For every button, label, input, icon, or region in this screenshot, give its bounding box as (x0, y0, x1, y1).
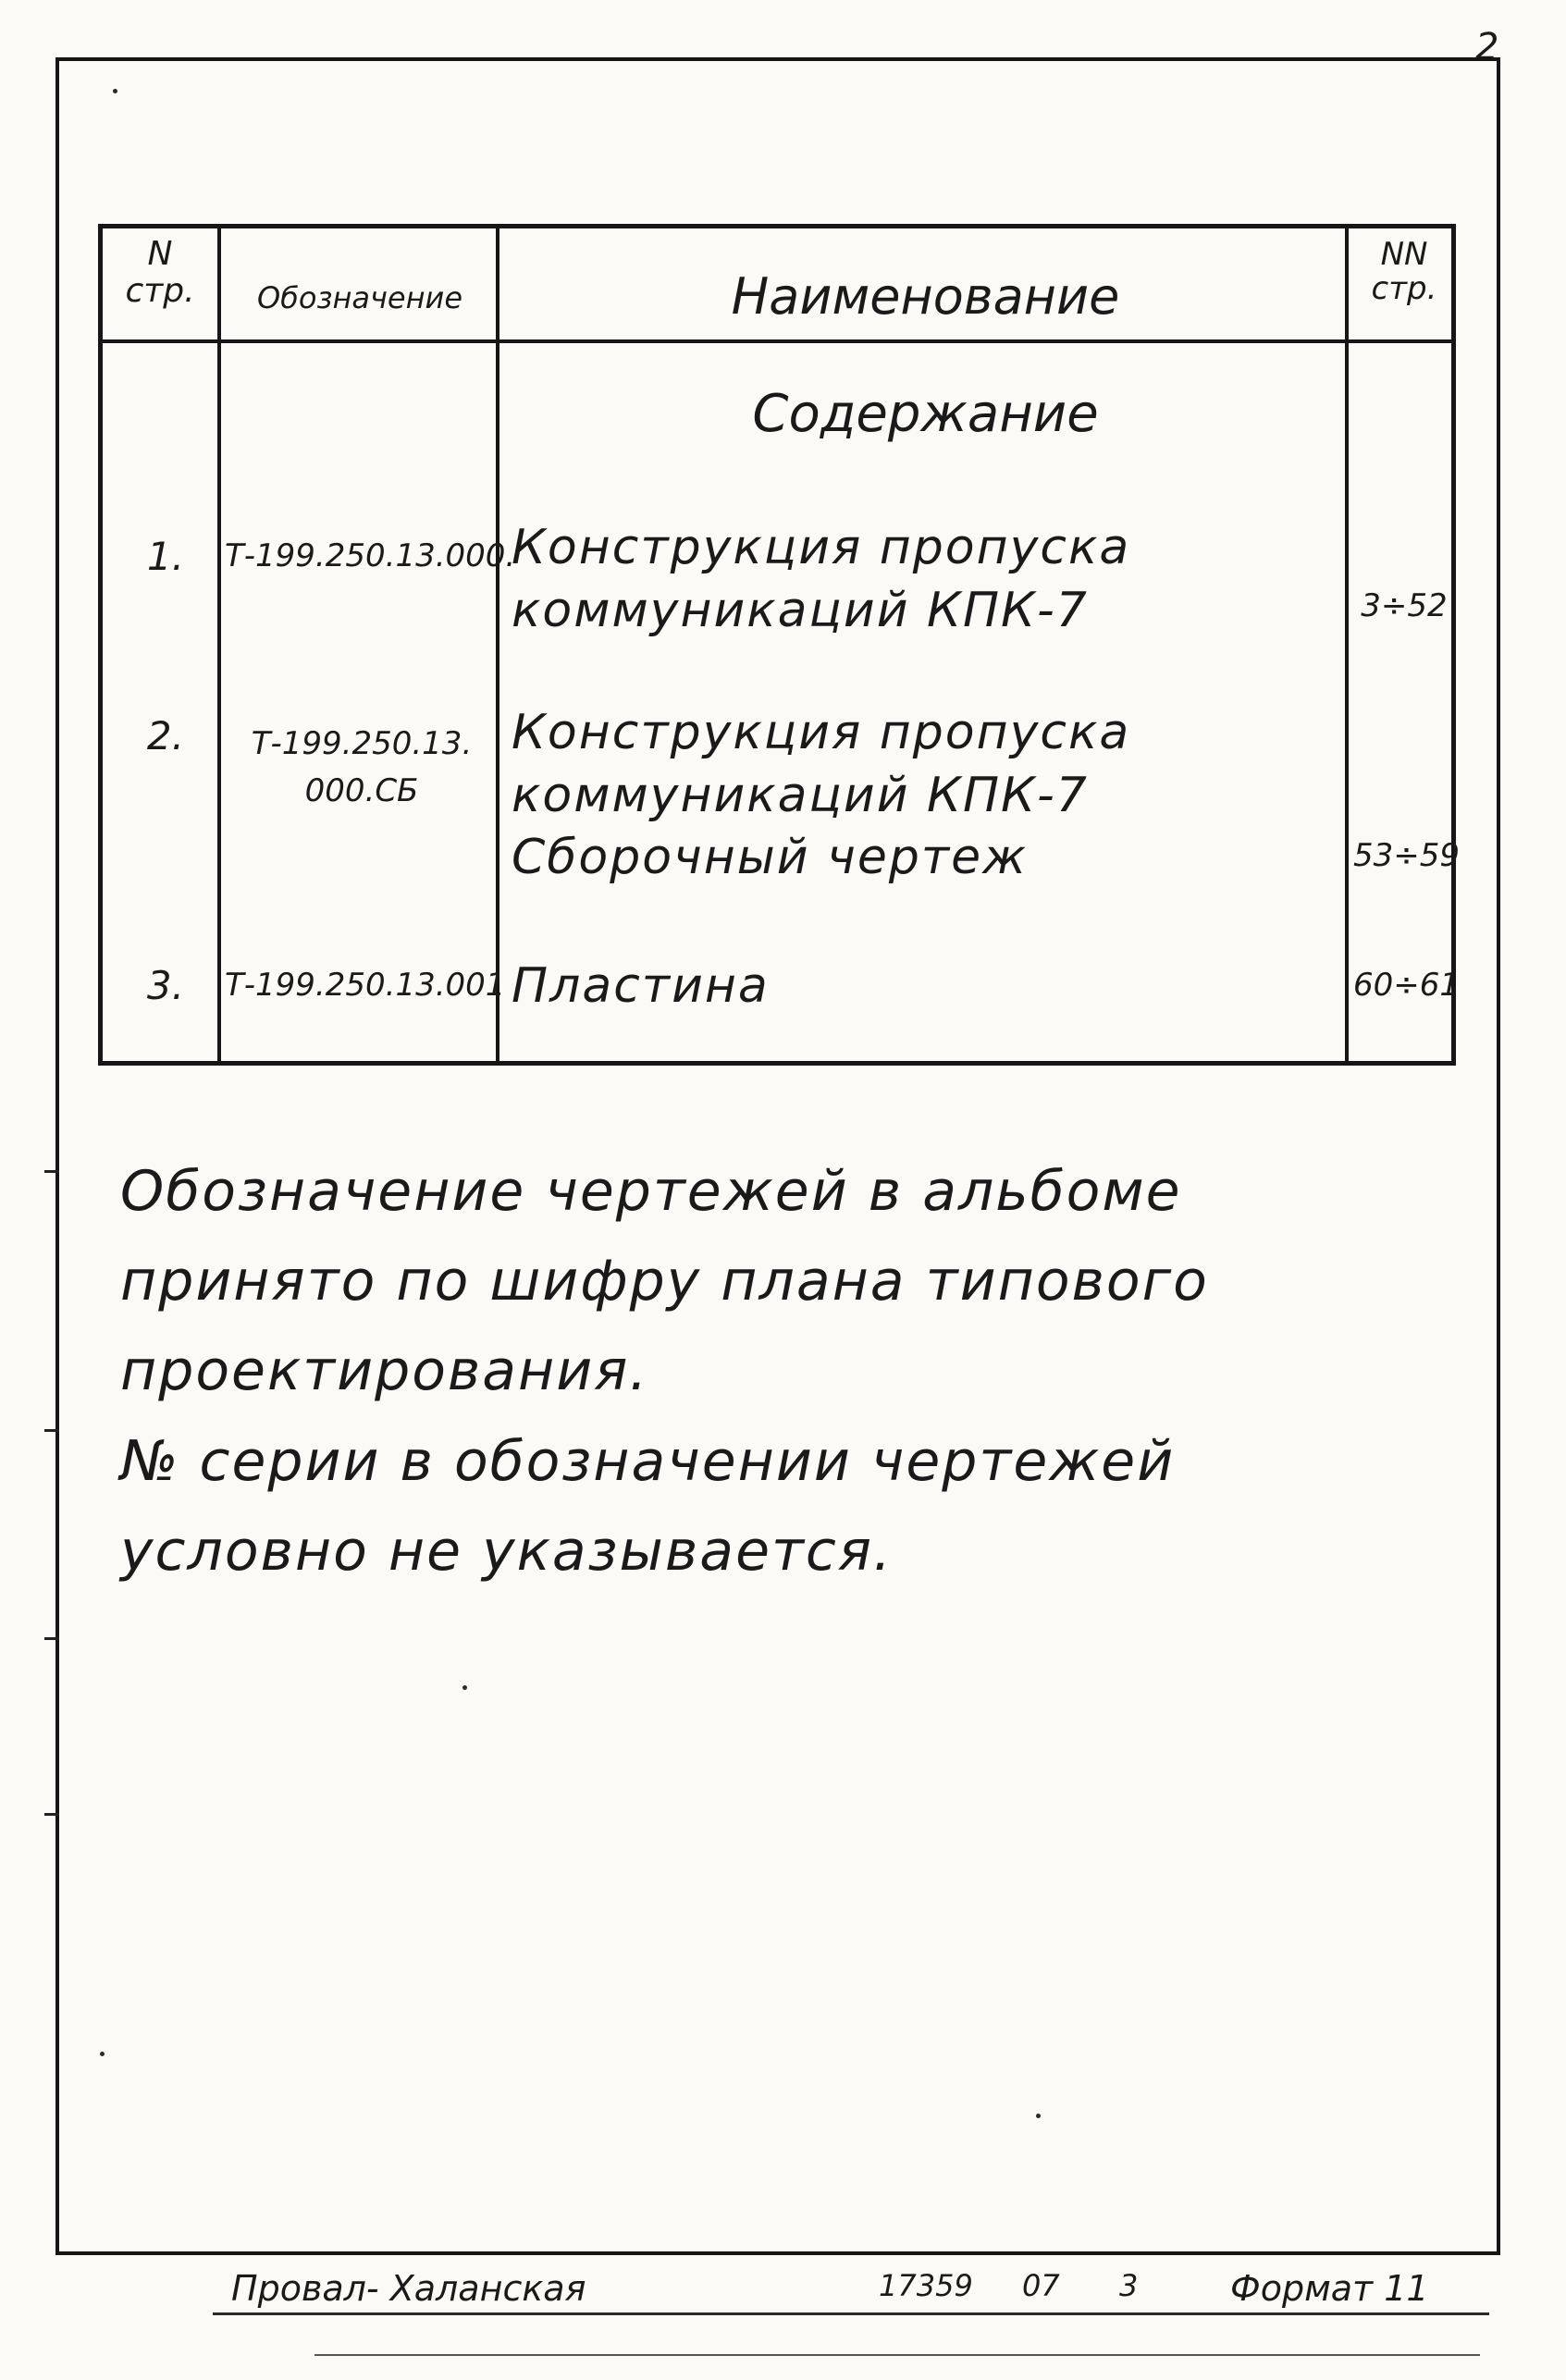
header-pages: NN стр. (1371, 236, 1437, 308)
scan-speck (113, 89, 117, 93)
row-2-pages: 53÷59 (1353, 837, 1461, 874)
row-1-pages: 3÷52 (1361, 587, 1448, 624)
margin-tick (44, 1170, 59, 1173)
note-line: Обозначение чертежей в альбоме (120, 1159, 1182, 1224)
scan-speck (462, 1685, 467, 1690)
row-3-name: Пластина (512, 958, 770, 1014)
margin-tick (44, 1813, 59, 1816)
page-number: 2 (1475, 26, 1499, 68)
footer-author: Провал- Халанская (231, 2268, 586, 2309)
footer-sheet-b: 3 (1119, 2268, 1139, 2303)
column-divider (217, 228, 221, 1061)
scan-speck (100, 2052, 105, 2056)
scan-speck (1036, 2114, 1041, 2118)
header-page-no: N стр. (125, 235, 195, 310)
header-name: Наименование (731, 267, 1120, 326)
footer-rule (213, 2312, 1489, 2315)
note-line: проектирования. (120, 1338, 649, 1404)
header-divider (103, 339, 1451, 343)
row-3-code: Т-199.250.13.001 (225, 967, 506, 1004)
note (120, 1147, 1415, 1597)
row-1-name: Конструкция пропуска коммуникаций КПК-7 (512, 520, 1131, 638)
row-3-no: 3. (146, 963, 184, 1008)
footer-rule (314, 2354, 1480, 2356)
header-designation: Обозначение (256, 280, 463, 315)
margin-tick (44, 1429, 59, 1432)
column-divider (1345, 228, 1349, 1061)
row-3-pages: 60÷61 (1353, 967, 1461, 1004)
footer-order: 17359 (879, 2268, 973, 2303)
note-line: условно не указывается. (120, 1518, 894, 1584)
row-2-name: Конструкция пропуска коммуникаций КПК-7 Сборочный чертеж (512, 705, 1131, 886)
row-1-code: Т-199.250.13.000. (225, 537, 516, 574)
column-divider (496, 228, 499, 1061)
note-line: № серии в обозначении чертежей (120, 1428, 1176, 1494)
section-title: Содержание (752, 384, 1099, 444)
footer-format: Формат 11 (1230, 2268, 1429, 2309)
row-2-no: 2. (146, 713, 184, 758)
footer-sheet-a: 07 (1022, 2268, 1060, 2303)
contents-table (98, 224, 1461, 1066)
margin-tick (44, 1637, 59, 1640)
row-1-no: 1. (146, 534, 184, 579)
note-line: принято по шифру плана типового (120, 1249, 1209, 1314)
row-2-code: Т-199.250.13. 000.СБ (251, 725, 473, 809)
